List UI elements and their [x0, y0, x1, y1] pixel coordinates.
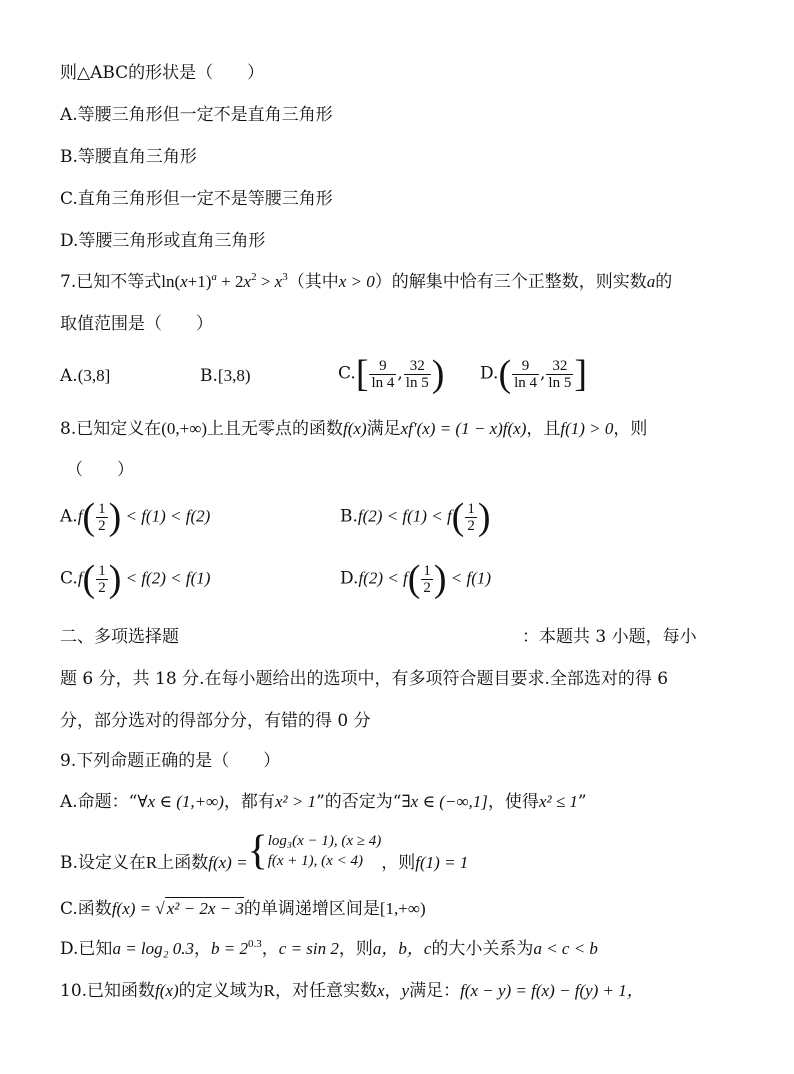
section2-desc-line2: 题 6 分，共 18 分.在每小题给出的选项中，有多项符合题目要求.全部选对的得 6: [60, 669, 669, 689]
q7-stem: [60, 271, 672, 293]
q9-piecewise: log₃(x − 1), (x ≥ 4) f(x + 1), (x < 4): [267, 833, 382, 869]
q6-option-a: A.等腰三角形但一定不是直角三角形: [60, 105, 333, 125]
q10-stem: 10.已知函数f(x)的定义域为R，对任意实数x，y满足：f(x − y) = f(x) − f(y) + 1，: [60, 981, 644, 1001]
q8-option-d: D.f(2) < f( $\frac{1}{2}$ ) < f(1): [340, 558, 492, 600]
q9-option-b: B.设定义在R上函数f(x) ={ log₃(x − 1), (x ≥ 4) f(x + 1), (x < 4) ，则f(1) = 1: [60, 828, 469, 874]
q7-cond: x > 0: [338, 272, 375, 291]
q9-option-d: D.已知a = log₂ 0.3，$b = 2^{0.3}$，c = sin 2，则a，b，c的大小关系为a < c < b: [60, 938, 598, 959]
q6-option-b: B.等腰直角三角形: [60, 147, 197, 167]
q7-prefix: 7.已知不等式: [60, 272, 162, 292]
q7-option-b: B.[3,8): [200, 366, 251, 386]
q7-end: 的: [655, 272, 673, 292]
q7-option-a: A.(3,8]: [60, 366, 111, 386]
q8-option-c: C.f( $\frac{1}{2}$ ) < f(2) < f(1): [60, 558, 211, 600]
section2-title-right: ：本题共 3 小题，每小: [522, 627, 697, 647]
q8-domain: (0,+∞): [161, 419, 208, 438]
q6-option-c: C.直角三角形但一定不是等腰三角形: [60, 189, 333, 209]
q9-stem: 9.下列命题正确的是（ ）: [60, 751, 281, 771]
q6-option-d: D.等腰三角形或直角三角形: [60, 231, 266, 251]
q9-option-c: C.函数f(x) = √ x² − 2x − 3的单调递增区间是[1,+∞): [60, 899, 426, 919]
q6-stem-tail: 则△ABC的形状是（ ）: [60, 63, 265, 83]
q7-mid: （其中: [287, 272, 339, 292]
q8-stem: 8.已知定义在(0,+∞)上且无零点的函数f(x)满足xf′(x) = (1 − x)f(x)，且f(1) > 0，则: [60, 419, 648, 439]
q7-stem-line2: 取值范围是（ ）: [60, 314, 213, 334]
q8-fx: f(x): [343, 419, 367, 438]
q8-stem-line2: （ ）: [66, 460, 134, 480]
q8-equation: xf′(x) = (1 − x)f(x): [400, 419, 527, 438]
q7-option-d: D.( $\frac{9}{\ln 4}$ , $\frac{32}{\ln 5}$ ]: [480, 353, 587, 395]
q8-option-a: A.f( $\frac{1}{2}$ ) < f(1) < f(2): [60, 496, 211, 538]
q9-option-a: A.命题：“∀x ∈ (1,+∞)，都有x² > 1”的否定为“∃x ∈ (−∞,1]，使得x² ≤ 1”: [60, 792, 587, 812]
q7-option-c: C.[ $\frac{9}{\ln 4}$ , $\frac{32}{\ln 5}$ ): [338, 353, 445, 395]
q8-option-b: B.f(2) < f(1) < f( $\frac{1}{2}$ ): [340, 496, 491, 538]
section2-desc-line3: 分，部分选对的得部分分，有错的得 0 分: [60, 711, 371, 731]
q8-condition: f(1) > 0: [560, 419, 614, 438]
section2-title: 二、多项选择题: [60, 627, 179, 647]
q7-var: a: [646, 272, 656, 291]
q7-inequality: $\ln(x+1)^a + 2x^2 > x^3$: [161, 271, 288, 291]
q7-suffix: ）的解集中恰有三个正整数，则实数: [374, 272, 647, 292]
